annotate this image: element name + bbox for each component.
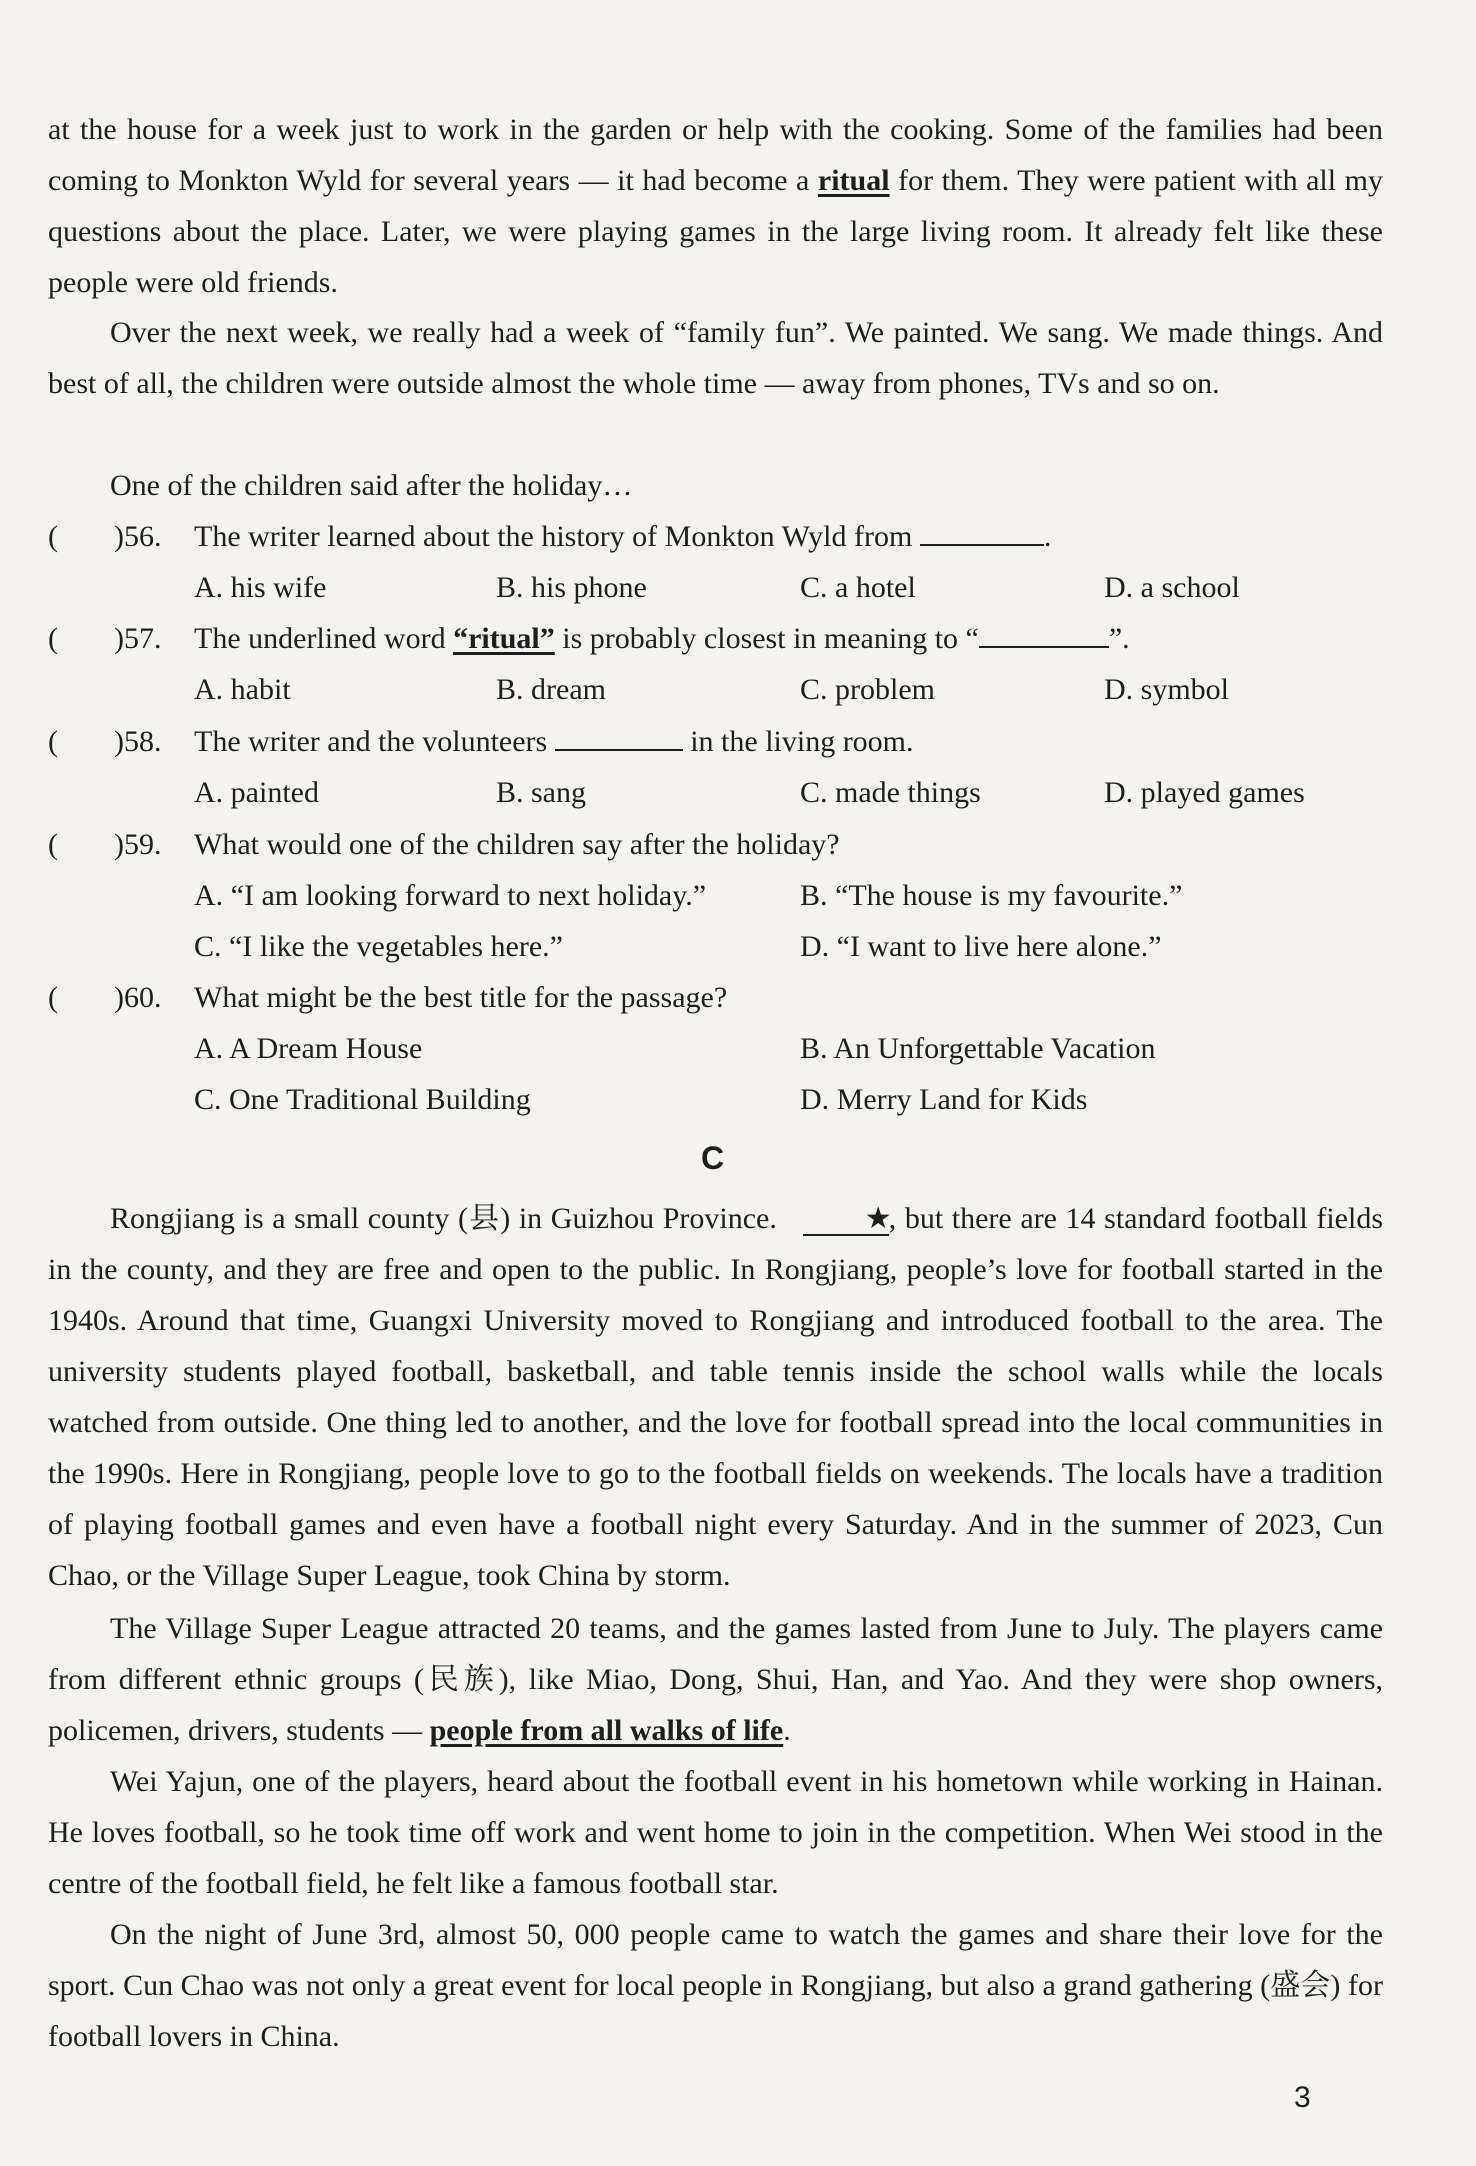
stem-text: in the living room. — [690, 725, 914, 758]
option-a[interactable]: A. his wife — [194, 571, 327, 604]
option-b[interactable]: B. his phone — [496, 571, 647, 604]
stem-text: is probably closest in meaning to “ — [554, 622, 979, 655]
question-number: )60. — [114, 981, 162, 1014]
question-stem — [194, 619, 1130, 659]
option-c[interactable]: C. problem — [800, 673, 935, 706]
option-a[interactable]: A. painted — [194, 776, 319, 809]
section-heading: C — [700, 1140, 725, 1176]
text-span: The Village Super League attracted 20 teams, and the games lasted from June to July. The players came from different ethnic groups (民族), like Miao, Dong, Shui, Han, and Yao. And they were shop owners, policemen, drivers, students — — [48, 1612, 1383, 1747]
text-span: , but there are 14 standard football fields in the county, and they are free and open to the public. In Rongjiang, people’s love for football started in the 1940s. Around that time, Guangxi University moved to Rongjiang and introduced football to the area. The university students played football, basketball, and table tennis inside the school walls while the locals watched from outside. One thing led to another, and the love for football spread into the local communities in the 1990s. Here in Rongjiang, people love to go to the football fields on weekends. The locals have a tradition of playing football games and even have a football night every Saturday. And in the summer of 2023, Cun Chao, or the Village Super League, took China by storm. — [48, 1202, 1383, 1592]
option-c[interactable]: C. a hotel — [800, 571, 916, 604]
question-number: )59. — [114, 828, 162, 861]
text-span: . — [783, 1714, 791, 1747]
option-b[interactable]: B. sang — [496, 776, 586, 809]
answer-paren[interactable]: ( — [48, 981, 58, 1014]
question-stem — [194, 722, 914, 762]
stem-text: The writer learned about the history of Monkton Wyld from — [194, 520, 913, 553]
option-c[interactable]: C. “I like the vegetables here.” — [194, 930, 563, 963]
option-d[interactable]: D. Merry Land for Kids — [800, 1083, 1088, 1116]
text-span: for them. They were patient with all my questions about the place. Later, we were playing games in the large living room. It already felt like these people were old friends. — [48, 164, 1383, 299]
option-b[interactable]: B. “The house is my favourite.” — [800, 879, 1183, 912]
underlined-word: “ritual” — [453, 622, 555, 655]
option-d[interactable]: D. a school — [1104, 571, 1240, 604]
answer-blank — [920, 518, 1044, 546]
question-number: )56. — [114, 520, 162, 553]
passage-b-paragraph-2: Over the next week, we really had a week of “family fun”. We painted. We sang. We made things. And best of all, the children were outside almost the whole time — away from phones, TVs and so on. — [48, 316, 1383, 400]
question-number: )57. — [114, 622, 162, 655]
option-a[interactable]: A. habit — [194, 673, 291, 706]
passage-c-paragraph-2 — [48, 1603, 1383, 1756]
answer-paren[interactable]: ( — [48, 725, 58, 758]
option-c[interactable]: C. made things — [800, 776, 981, 809]
passage-c-paragraph-4: On the night of June 3rd, almost 50, 000 people came to watch the games and share their love for the sport. Cun Chao was not only a great event for local people in Rongjiang, but also a grand gathering (盛会) for football lovers in China. — [48, 1918, 1383, 2053]
star-blank: ★ — [803, 1204, 889, 1236]
question-stem: What might be the best title for the passage? — [194, 981, 728, 1014]
option-c[interactable]: C. One Traditional Building — [194, 1083, 531, 1116]
stem-text: The underlined word — [194, 622, 454, 655]
option-a[interactable]: A. A Dream House — [194, 1032, 423, 1065]
option-d[interactable]: D. “I want to live here alone.” — [800, 930, 1162, 963]
underlined-phrase: people from all walks of life — [429, 1714, 784, 1747]
passage-b-paragraph-3: One of the children said after the holiday… — [110, 469, 633, 502]
underlined-word-ritual: ritual — [817, 164, 890, 197]
question-number: )58. — [114, 725, 162, 758]
answer-paren[interactable]: ( — [48, 828, 58, 861]
passage-c-paragraph-1 — [48, 1193, 1383, 1601]
question-stem — [194, 517, 1051, 557]
stem-text: The writer and the volunteers — [194, 725, 548, 758]
passage-c-paragraph-3: Wei Yajun, one of the players, heard about the football event in his hometown while working in Hainan. He loves football, so he took time off work and went home to join in the competition. When Wei stood in the centre of the football field, he felt like a famous football star. — [48, 1765, 1383, 1900]
option-b[interactable]: B. An Unforgettable Vacation — [800, 1032, 1156, 1065]
answer-paren[interactable]: ( — [48, 622, 58, 655]
stem-text: . — [1043, 520, 1052, 553]
stem-text: ”. — [1108, 622, 1130, 655]
answer-paren[interactable]: ( — [48, 520, 58, 553]
option-a[interactable]: A. “I am looking forward to next holiday.” — [194, 879, 707, 912]
text-span: Rongjiang is a small county (县) in Guizhou Province. — [110, 1202, 777, 1235]
answer-blank — [555, 723, 683, 751]
option-d[interactable]: D. played games — [1104, 776, 1305, 809]
answer-blank — [979, 620, 1109, 648]
page-number: 3 — [1294, 2081, 1311, 2114]
option-d[interactable]: D. symbol — [1104, 673, 1230, 706]
text-span: at the house for a week just to work in the garden or help with the cooking. Some of the families had been coming to Monkton Wyld for several years — it had become a — [48, 113, 1383, 197]
passage-b-paragraph-1 — [48, 104, 1383, 308]
question-stem: What would one of the children say after the holiday? — [194, 828, 840, 861]
option-b[interactable]: B. dream — [496, 673, 606, 706]
